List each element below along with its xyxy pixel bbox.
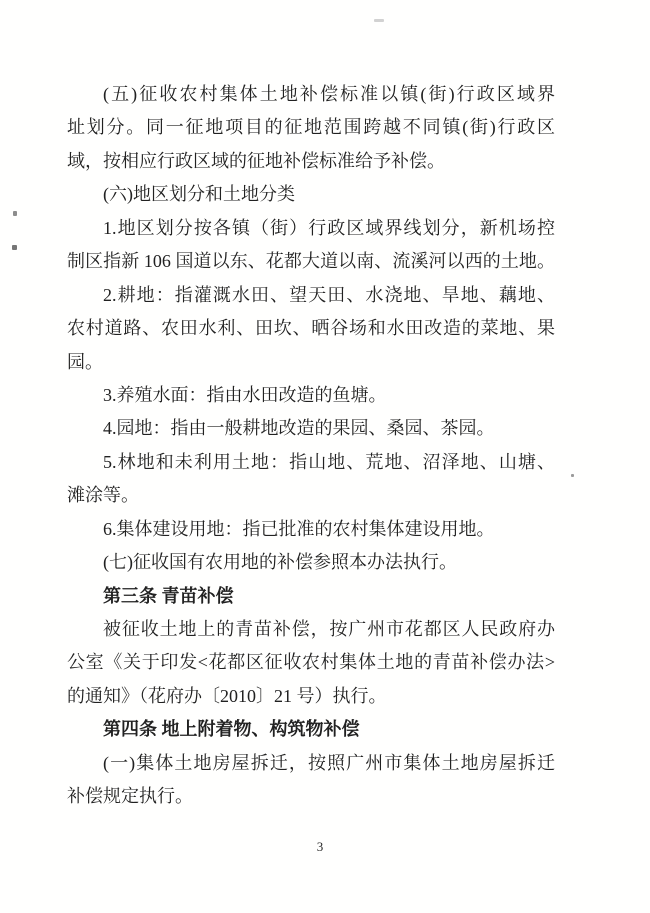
text-line: 4.园地：指由一般耕地改造的果园、桑园、茶园。 [103,418,495,439]
text-line: 公室《关于印发<花都区征收农村集体土地的青苗补偿办法> [67,652,555,673]
scan-artifact-smudge [374,19,384,22]
text-line: (六)地区划分和土地分类 [103,184,295,205]
scan-artifact-speck [571,474,574,477]
page-number: 3 [316,839,324,854]
text-line: 5.林地和未利用土地：指山地、荒地、沼泽地、山塘、 [103,451,555,472]
text-line: 制区指新 106 国道以东、花都大道以南、流溪河以西的土地。 [67,251,555,272]
text-line: 被征收土地上的青苗补偿，按广州市花都区人民政府办 [103,619,555,639]
text-line: 2.耕地：指灌溉水田、望天田、水浇地、旱地、藕地、 [103,284,555,305]
text-line: 3.养殖水面：指由水田改造的鱼塘。 [103,384,387,405]
text-line: (七)征收国有农用地的补偿参照本办法执行。 [103,552,457,573]
text-line: 园。 [67,351,103,372]
scan-artifact-speck [12,245,17,250]
text-line: 址划分。同一征地项目的征地范围跨越不同镇(街)行政区 [67,117,555,138]
text-line: 1.地区划分按各镇（街）行政区域界线划分，新机场控 [103,217,555,238]
text-line: 域，按相应行政区域的征地补偿标准给予补偿。 [67,150,445,171]
document-body [67,78,555,814]
text-line: 滩涂等。 [67,485,139,506]
text-line: 第四条 地上附着物、构筑物补偿 [103,719,360,740]
text-line: 的通知》（花府办〔2010〕21 号）执行。 [67,685,387,706]
scan-artifact-speck [13,211,17,216]
text-line: 第三条 青苗补偿 [103,585,234,606]
text-line: (一)集体土地房屋拆迁，按照广州市集体土地房屋拆迁 [103,752,555,773]
text-line: 农村道路、农田水利、田坎、晒谷场和水田改造的菜地、果 [67,318,555,339]
text-line: 补偿规定执行。 [67,786,193,807]
text-line: 6.集体建设用地：指已批准的农村集体建设用地。 [103,518,495,539]
text-line: (五)征收农村集体土地补偿标准以镇(街)行政区域界 [103,84,555,104]
